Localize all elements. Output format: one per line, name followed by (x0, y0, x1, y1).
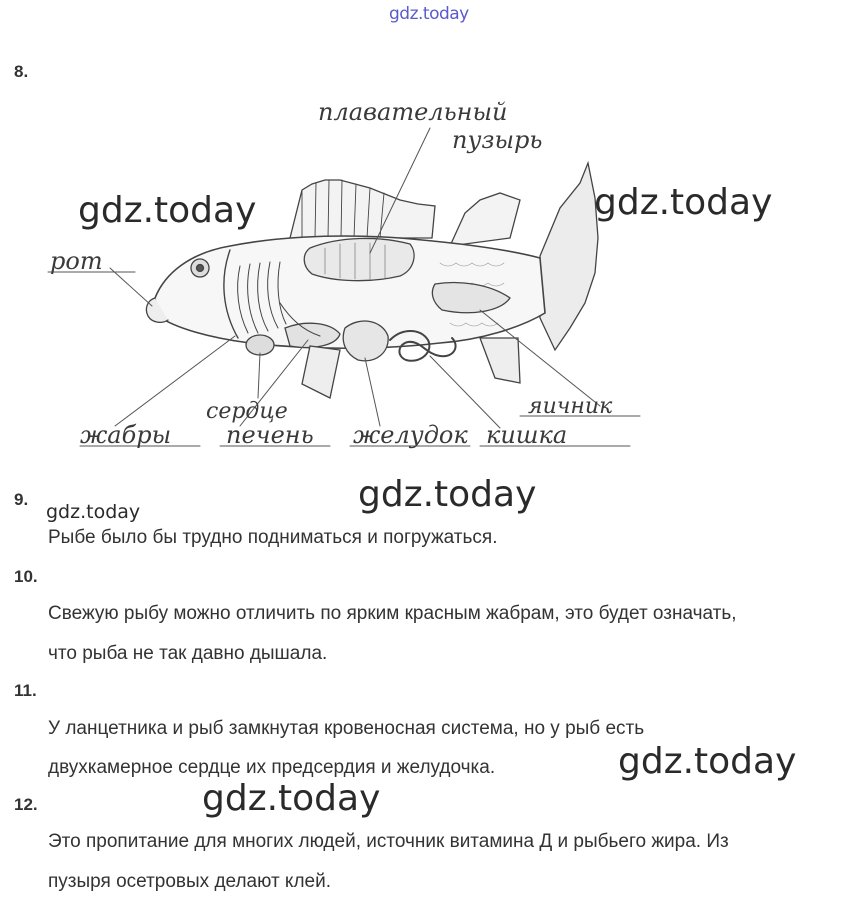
question-number-10: 10. (14, 567, 38, 586)
dorsal-fin (290, 180, 435, 238)
second-dorsal-fin (450, 193, 520, 246)
label-intestine: кишка (486, 421, 568, 449)
answer-10-line-1: Свежую рыбу можно отличить по ярким красным жабрам, это будет означать, (48, 603, 737, 624)
watermark: gdz.today (594, 182, 773, 223)
question-number-11: 11. (14, 681, 37, 700)
label-liver: печень (226, 421, 314, 449)
heart-drawing (246, 335, 274, 355)
watermark: gdz.today (78, 190, 257, 231)
watermark: gdz.today (358, 474, 537, 515)
label-mouth: рот (50, 247, 103, 275)
label-swim-bladder-1: плавательный (318, 98, 508, 126)
label-ovary: яичник (528, 394, 613, 419)
answer-12-line-1: Это пропитание для многих людей, источник витамина Д и рыбьего жира. Из (48, 831, 729, 852)
watermark: gdz.today (618, 741, 797, 782)
answer-11-line-2: двухкамерное сердце их предсердия и желудочка. (48, 757, 496, 778)
label-stomach: желудок (353, 421, 468, 449)
stomach-drawing (343, 321, 388, 361)
fish-anatomy-diagram (40, 88, 650, 468)
label-heart: сердце (206, 399, 288, 424)
site-link[interactable]: gdz.today (389, 4, 469, 24)
answer-10-line-2: что рыба не так давно дышала. (48, 643, 328, 664)
answer-11-line-1: У ланцетника и рыб замкнутая кровеносная система, но у рыб есть (48, 718, 645, 739)
question-number-9: 9. (14, 490, 29, 509)
answer-9-line-1: Рыбе было бы трудно подниматься и погружаться. (48, 527, 498, 548)
question-number-8: 8. (14, 62, 29, 81)
swim-bladder-drawing (304, 238, 414, 280)
watermark: gdz.today (202, 778, 381, 819)
label-swim-bladder-2: пузырь (452, 126, 543, 154)
question-number-12: 12. (14, 795, 38, 814)
answer-12-line-2: пузыря осетровых делают клей. (48, 871, 332, 892)
tail-fin (540, 163, 598, 350)
watermark: gdz.today (46, 501, 141, 523)
label-gills: жабры (80, 421, 172, 449)
